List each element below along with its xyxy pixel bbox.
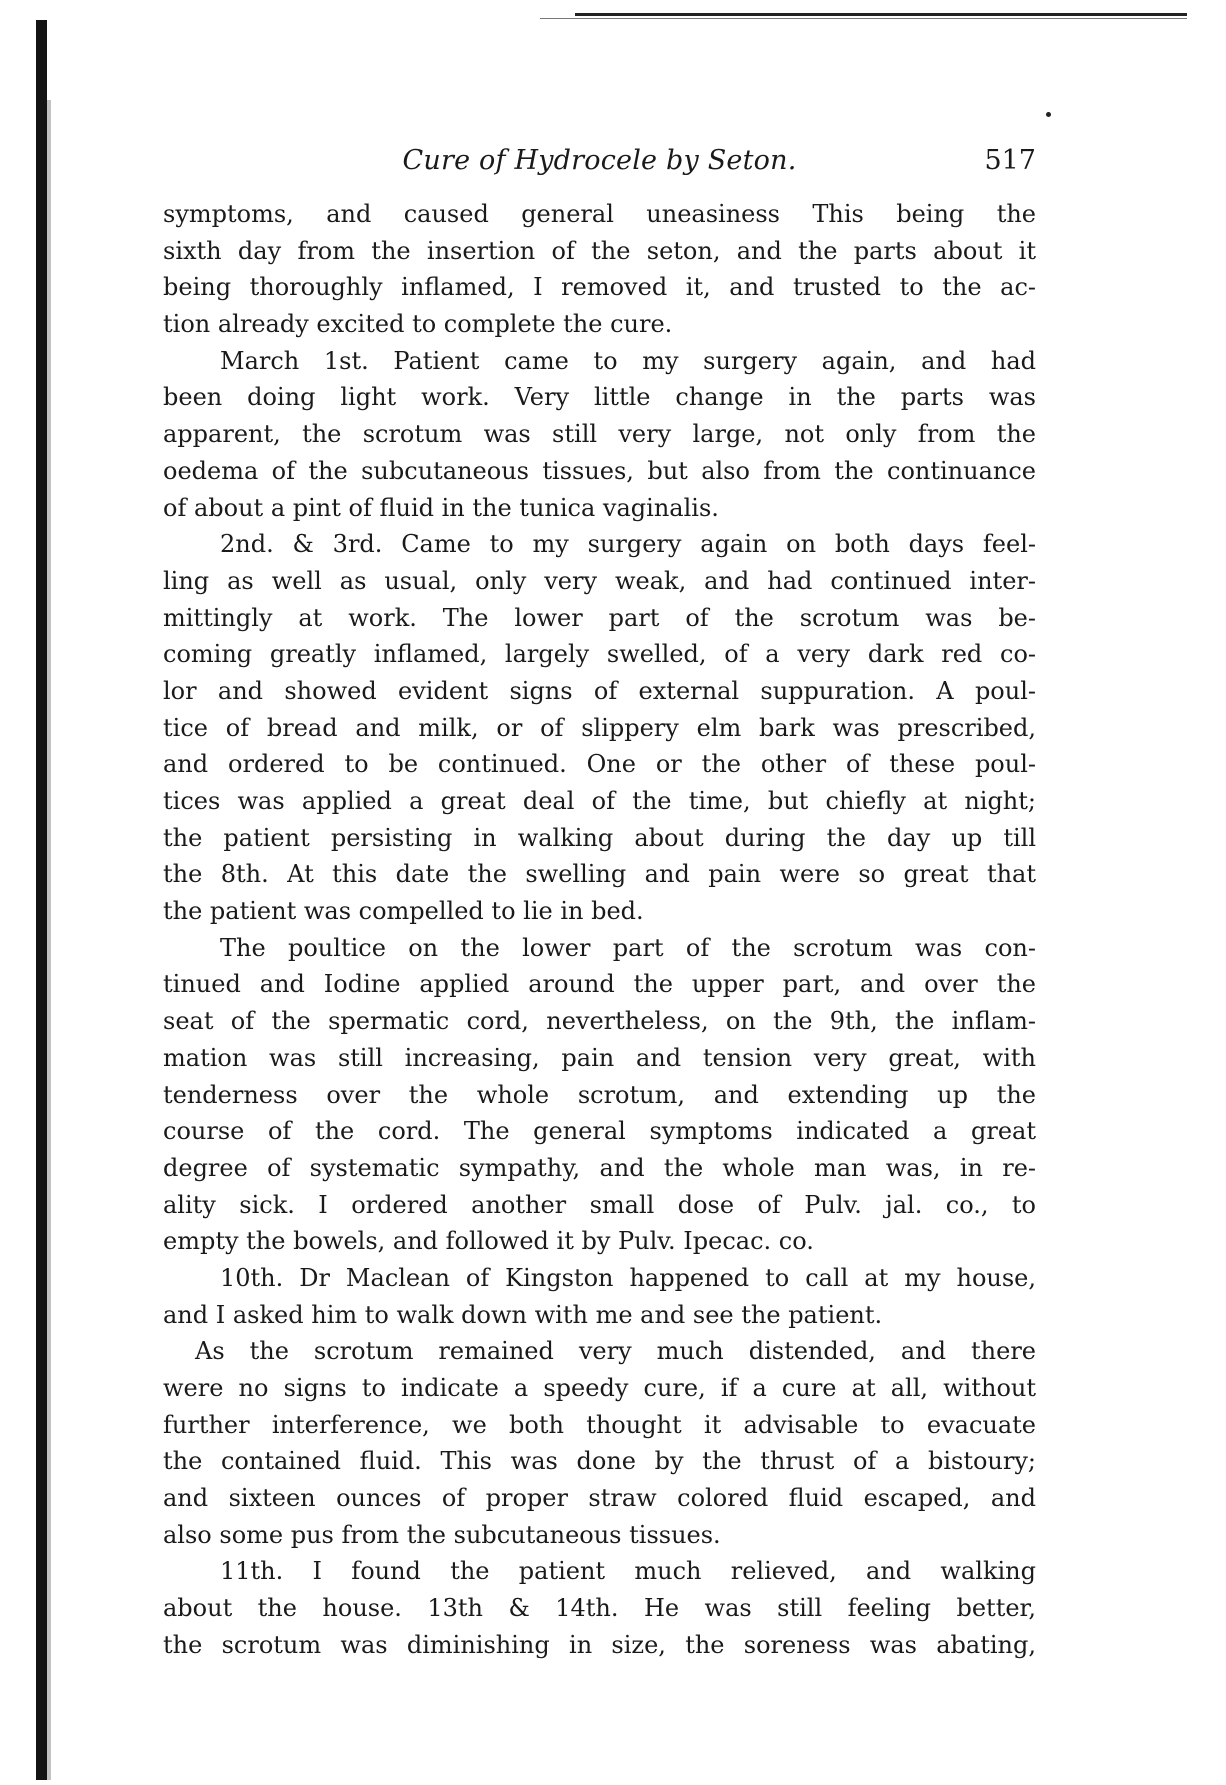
text-line: sixth day from the insertion of the seton, and the parts about it [163, 236, 1036, 265]
text-line: tices was applied a great deal of the time, but chiefly at night; [163, 787, 1036, 815]
text-line: oedema of the subcutaneous tissues, but also from the continuance [163, 456, 1036, 485]
text-line: symptoms, and caused general uneasiness This being the [163, 200, 1036, 228]
text-line: been doing light work. Very little change in the parts was [163, 383, 1036, 412]
top-rule [575, 13, 1187, 16]
text-line: ling as well as usual, only very weak, and had continued inter- [163, 566, 1036, 595]
text-line: the patient was compelled to lie in bed. [163, 897, 644, 926]
text-line: tice of bread and milk, or of slippery elm bark was prescribed, [163, 713, 1036, 742]
text-line: ality sick. I ordered another small dose of Pulv. jal. co., to [163, 1190, 1036, 1219]
ink-speck [1046, 112, 1051, 117]
text-line: empty the bowels, and followed it by Pulv. Ipecac. co. [163, 1227, 814, 1256]
text-line: coming greatly inflamed, largely swelled, of a very dark red co- [163, 640, 1036, 669]
text-line: The poultice on the lower part of the scrotum was con- [220, 933, 1036, 962]
text-line: 10th. Dr Maclean of Kingston happened to call at my house, [220, 1263, 1036, 1292]
text-line: March 1st. Patient came to my surgery again, and had [220, 346, 1036, 375]
text-line: the contained fluid. This was done by the thrust of a bistoury; [163, 1447, 1036, 1476]
text-line: about the house. 13th & 14th. He was still feeling better, [163, 1594, 1036, 1623]
page-body-text [163, 196, 1036, 1664]
text-line: were no signs to indicate a speedy cure, if a cure at all, without [163, 1374, 1036, 1402]
text-line: mation was still increasing, pain and tension very great, with [163, 1043, 1036, 1072]
text-line: and ordered to be continued. One or the other of these poul- [163, 750, 1036, 779]
text-line: further interference, we both thought it advisable to evacuate [163, 1410, 1036, 1439]
top-rule-thin [540, 18, 1187, 19]
text-line: 11th. I found the patient much relieved, and walking [220, 1557, 1036, 1586]
running-title: Cure of Hydrocele by Seton. [402, 145, 797, 176]
text-line: tion already excited to complete the cure. [163, 310, 673, 339]
text-line: of about a pint of fluid in the tunica vaginalis. [163, 493, 719, 522]
text-line: lor and showed evident signs of external suppuration. A poul- [163, 676, 1036, 705]
text-line: tenderness over the whole scrotum, and extending up the [163, 1080, 1036, 1109]
text-line: being thoroughly inflamed, I removed it, and trusted to the ac- [163, 273, 1036, 302]
text-line: and sixteen ounces of proper straw colored fluid escaped, and [163, 1484, 1036, 1513]
text-line: course of the cord. The general symptoms indicated a great [163, 1117, 1036, 1146]
page-number: 517 [984, 145, 1036, 176]
text-line: also some pus from the subcutaneous tissues. [163, 1520, 721, 1549]
page-binding-edge [36, 20, 47, 1780]
text-line: 2nd. & 3rd. Came to my surgery again on both days feel- [220, 530, 1036, 559]
text-line: the scrotum was diminishing in size, the soreness was abating, [163, 1630, 1036, 1659]
text-line: the 8th. At this date the swelling and pain were so great that [163, 860, 1036, 889]
text-line: apparent, the scrotum was still very large, not only from the [163, 420, 1036, 449]
running-head [163, 141, 1036, 181]
text-line: and I asked him to walk down with me and see the patient. [163, 1300, 883, 1329]
text-line: tinued and Iodine applied around the upper part, and over the [163, 970, 1036, 999]
text-line: mittingly at work. The lower part of the scrotum was be- [163, 603, 1036, 632]
text-line: the patient persisting in walking about during the day up till [163, 823, 1036, 852]
page-binding-shadow [47, 100, 51, 1780]
text-line: degree of systematic sympathy, and the whole man was, in re- [163, 1153, 1036, 1182]
text-line: As the scrotum remained very much distended, and there [195, 1337, 1036, 1366]
text-line: seat of the spermatic cord, nevertheless, on the 9th, the inflam- [163, 1007, 1036, 1036]
